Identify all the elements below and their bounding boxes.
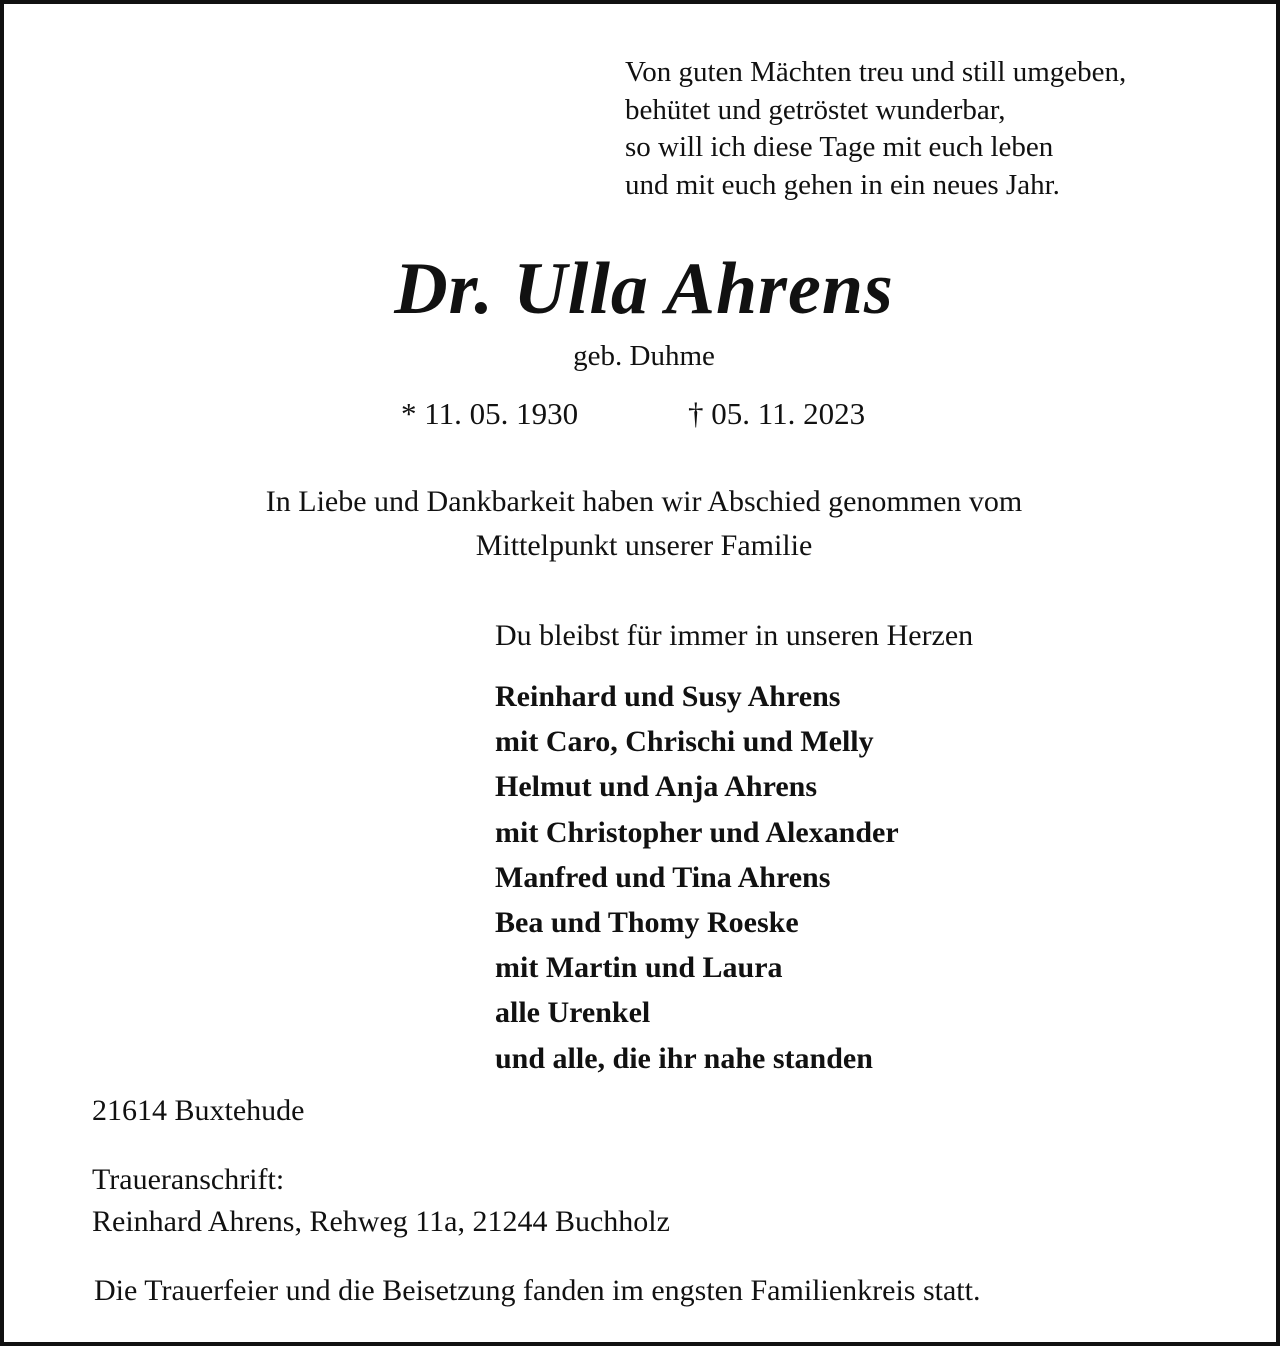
- mourning-address-value: Reinhard Ahrens, Rehweg 11a, 21244 Buchholz: [92, 1205, 670, 1238]
- tribute-text: [4, 480, 1280, 568]
- mourner-entry: mit Caro, Chrischi und Melly: [495, 725, 874, 759]
- closing-note: Die Trauerfeier und die Beisetzung fanden im engsten Familienkreis statt.: [94, 1274, 981, 1307]
- tribute-line: Mittelpunkt unserer Familie: [475, 529, 813, 562]
- place-line: 21614 Buxtehude: [92, 1094, 305, 1127]
- birth-name: geb. Duhme: [573, 340, 715, 372]
- mourning-address-label: Traueranschrift:: [92, 1163, 285, 1196]
- mourner-entry: Helmut und Anja Ahrens: [495, 770, 818, 804]
- verse-line: Von guten Mächten treu und still umgeben,: [625, 56, 1127, 88]
- mourner-entry: Bea und Thomy Roeske: [495, 906, 799, 940]
- mourners-list: [495, 674, 899, 1081]
- poem-verse: [625, 54, 1126, 204]
- death-date: † 05. 11. 2023: [688, 396, 866, 431]
- mourner-entry: und alle, die ihr nahe standen: [495, 1041, 873, 1075]
- mourner-entry: alle Urenkel: [495, 996, 651, 1030]
- mourner-entry: Manfred und Tina Ahrens: [495, 860, 831, 894]
- mourner-entry: Reinhard und Susy Ahrens: [495, 680, 841, 713]
- mourning-address: [92, 1159, 670, 1243]
- verse-line: so will ich diese Tage mit euch leben: [625, 131, 1054, 163]
- mourner-entry: mit Martin und Laura: [495, 951, 783, 985]
- mourner-entry: mit Christopher und Alexander: [495, 815, 899, 849]
- remembrance-line: Du bleibst für immer in unseren Herzen: [495, 619, 974, 652]
- deceased-name: Dr. Ulla Ahrens: [394, 248, 894, 330]
- birth-date: * 11. 05. 1930: [401, 396, 579, 431]
- verse-line: und mit euch gehen in ein neues Jahr.: [625, 168, 1060, 201]
- verse-line: behütet und getröstet wunderbar,: [625, 93, 1006, 126]
- tribute-line: In Liebe und Dankbarkeit haben wir Abschied genommen vom: [265, 485, 1023, 518]
